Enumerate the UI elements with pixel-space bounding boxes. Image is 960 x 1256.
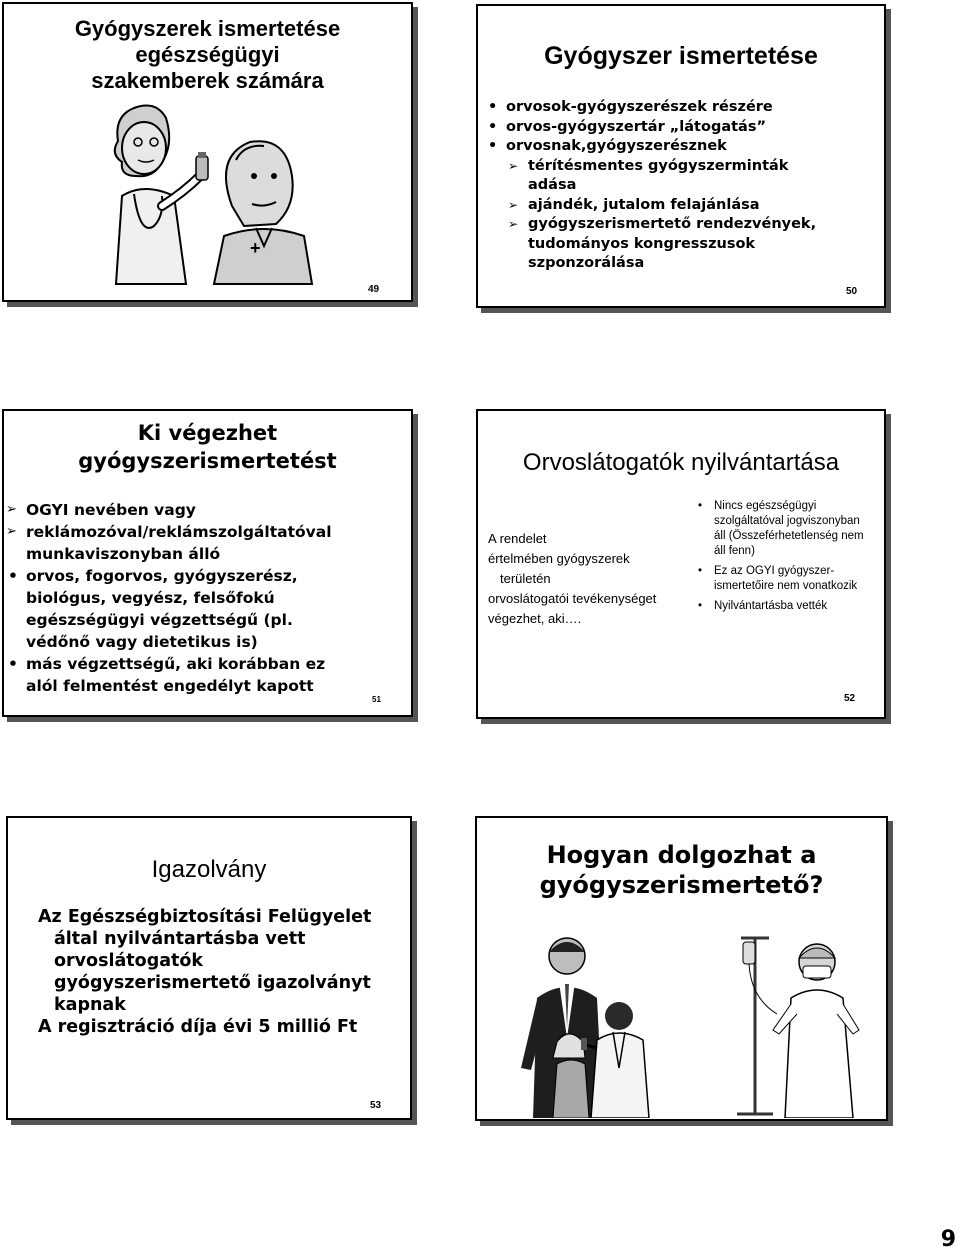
- iv-stand-illustration: [737, 938, 777, 1114]
- surgeon-illustration: [773, 944, 859, 1118]
- slide-50-title: Gyógyszer ismertetése: [544, 42, 818, 70]
- slide-51-list: [26, 499, 406, 697]
- slide-52-bullets: [696, 499, 886, 619]
- medical-staff-illustration: [487, 918, 879, 1118]
- list-item: • orvos, fogorvos, gyógyszerész,: [26, 565, 406, 587]
- slide-number: 53: [370, 1100, 382, 1111]
- list-item: ➢ térítésmentes gyógyszerminták: [528, 157, 876, 177]
- page-number: 9: [940, 1227, 956, 1252]
- slide-49: [2, 2, 413, 302]
- list-item-continuation: alól felmentést engedélyt kapott: [26, 677, 314, 695]
- slide-number: 50: [846, 286, 858, 297]
- slide-52: [476, 409, 886, 719]
- list-item-continuation: szponzorálása: [528, 255, 645, 271]
- list-item-continuation: tudományos kongresszusok: [528, 235, 756, 252]
- list-item: • Nyilvántartásba vették: [714, 599, 886, 614]
- list-item-continuation: adása: [528, 177, 577, 193]
- slide-54: [475, 816, 888, 1121]
- slide-51-title: Ki végezhet gyógyszerismertetést: [78, 421, 337, 473]
- slide-50: [476, 4, 886, 308]
- slide-number: 49: [368, 284, 380, 295]
- list-item: ➢ reklámozóval/reklámszolgáltatóval: [26, 521, 406, 543]
- slide-49-title: Gyógyszerek ismertetése egészségügyi szakemberek számára: [74, 16, 341, 93]
- list-item-continuation: egészségügyi végzettségű (pl.: [26, 611, 293, 629]
- list-item-continuation: védőnő vagy dietetikus is): [26, 633, 258, 651]
- doctor-patient-illustration: [104, 96, 314, 286]
- list-item-continuation: biológus, vegyész, felsőfokú: [26, 589, 275, 607]
- list-item: • orvos-gyógyszertár „látogatás”: [506, 118, 876, 138]
- slide-53-text: Az Egészségbiztosítási Felügyelet által nyilvántartásba vett orvoslátogatók gyógyszerismertető igazolványt kapnak A regisztráció díja évi 5 millió Ft: [38, 907, 372, 1037]
- list-item: • orvosok-gyógyszerészek részére: [506, 98, 876, 118]
- slide-52-left-text: A rendelet értelmében gyógyszerek területén orvoslátogatói tevékenységet végezhet, aki….: [488, 531, 657, 626]
- slide-50-list: [506, 98, 876, 274]
- slide-53: [6, 816, 412, 1120]
- slide-number: 51: [372, 695, 381, 704]
- list-item: ➢ OGYI nevében vagy: [26, 499, 406, 521]
- list-item: ➢ gyógyszerismertető rendezvények,: [528, 215, 876, 235]
- slide-number: 52: [844, 693, 856, 704]
- list-item: ➢ ajándék, jutalom felajánlása: [528, 196, 876, 216]
- slide-54-title: Hogyan dolgozhat a gyógyszerismertető?: [539, 841, 824, 899]
- slide-53-title: Igazolvány: [151, 856, 267, 883]
- slide-52-title: Orvoslátogatók nyilvántartása: [522, 449, 840, 476]
- slide-51: [2, 409, 413, 717]
- list-item: • orvosnak,gyógyszerésznek: [506, 137, 876, 157]
- list-item: • Ez az OGYI gyógyszer- ismertetőire nem vonatkozik: [714, 564, 886, 594]
- list-item: • Nincs egészségügyi szolgáltatóval jogviszonyban áll (Összeférhetetlenség nem áll fenn): [714, 499, 886, 559]
- list-item-continuation: munkaviszonyban álló: [26, 545, 221, 563]
- cross-icon: +: [250, 238, 261, 258]
- list-item: • más végzettségű, aki korábban ez: [26, 653, 406, 675]
